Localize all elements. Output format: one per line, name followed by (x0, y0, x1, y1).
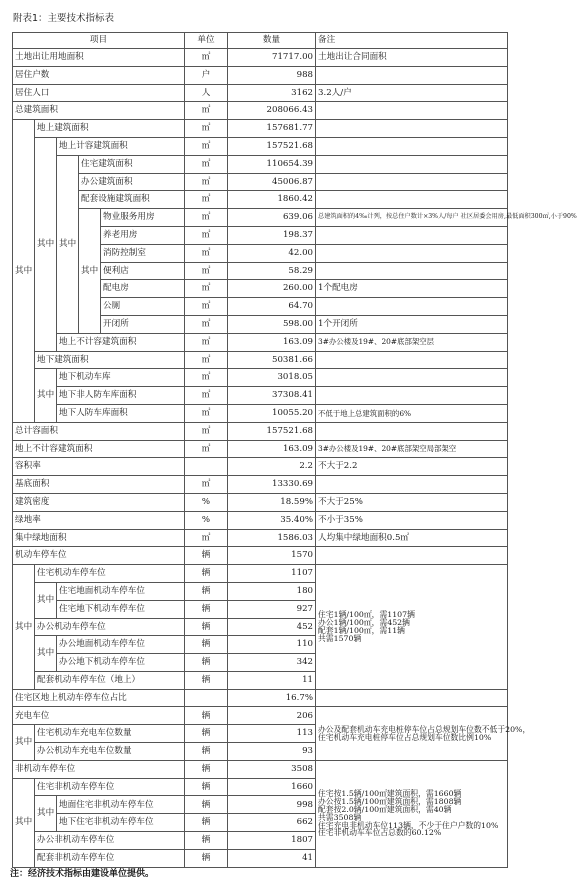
row-qty: 927 (228, 600, 316, 618)
row-qty: 58.29 (228, 262, 316, 280)
row-qty: 598.00 (228, 315, 316, 333)
row-unit: ㎡ (185, 333, 228, 351)
row-name: 配套机动车停车位（地上） (35, 671, 185, 689)
row-name: 住宅机动车充电车位数量 (35, 725, 185, 743)
row-remark: 人均集中绿地面积0.5㎡ (316, 529, 508, 547)
row-name: 容积率 (13, 458, 185, 476)
row-remark: 1个开闭所 (316, 315, 508, 333)
bicycle-remark-line: 办公按1.5辆/100㎡建筑面积，需1808辆 (318, 797, 462, 807)
table-row (13, 387, 508, 405)
row-unit: 辆 (185, 832, 228, 850)
row-qty: 3508 (228, 760, 316, 778)
row-remark (316, 422, 508, 440)
row-qty: 13330.69 (228, 476, 316, 494)
row-name: 住宅非机动车停车位 (35, 778, 185, 796)
parking-remark-line: 配套1辆/100㎡，需11辆 (318, 625, 405, 635)
row-qty: 71717.00 (228, 49, 316, 67)
group-label: 其中 (35, 369, 57, 422)
table-row (13, 66, 508, 84)
row-unit: ㎡ (185, 351, 228, 369)
row-name: 配套设施建筑面积 (79, 191, 185, 209)
footnote: 注：经济技术指标由建设单位提供。 (10, 869, 155, 879)
row-qty: 37308.41 (228, 387, 316, 405)
row-name: 地面住宅非机动车停车位 (57, 796, 185, 814)
row-name: 居住户数 (13, 66, 185, 84)
row-name: 基底面积 (13, 476, 185, 494)
row-remark (316, 387, 508, 405)
row-name: 建筑密度 (13, 493, 185, 511)
row-qty: 64.70 (228, 298, 316, 316)
row-unit: ㎡ (185, 440, 228, 458)
row-name: 便利店 (101, 262, 185, 280)
row-unit: 辆 (185, 618, 228, 636)
table-row (13, 760, 508, 778)
bicycle-remark-line: 住宅按1.5辆/100㎡建筑面积，需1660辆 (318, 789, 462, 799)
row-unit (185, 689, 228, 707)
row-qty: 3162 (228, 84, 316, 102)
header-unit: 单位 (185, 33, 228, 49)
row-unit: ㎡ (185, 280, 228, 298)
group-label: 其中 (13, 725, 35, 761)
row-qty: 93 (228, 743, 316, 761)
row-qty: 1586.03 (228, 529, 316, 547)
row-qty: 342 (228, 654, 316, 672)
bicycle-remark-line: 住宅非机动车车位占总数的60.12% (318, 828, 442, 838)
row-qty: 163.09 (228, 333, 316, 351)
row-unit: ㎡ (185, 120, 228, 138)
row-name: 地下非人防车库面积 (57, 387, 185, 405)
table-row (13, 458, 508, 476)
row-qty: 208066.43 (228, 102, 316, 120)
row-qty: 998 (228, 796, 316, 814)
row-unit: ㎡ (185, 476, 228, 494)
row-unit: ㎡ (185, 404, 228, 422)
row-remark (316, 547, 508, 565)
row-unit: 辆 (185, 796, 228, 814)
row-unit: 辆 (185, 547, 228, 565)
row-remark (316, 244, 508, 262)
row-qty: 2.2 (228, 458, 316, 476)
table-row (13, 547, 508, 565)
row-name: 住宅地下机动车停车位 (57, 600, 185, 618)
table-row (13, 689, 508, 707)
header-qty: 数量 (228, 33, 316, 49)
table-row (13, 440, 508, 458)
row-remark: 不小于35% (316, 511, 508, 529)
row-unit: ㎡ (185, 369, 228, 387)
row-unit: ㎡ (185, 244, 228, 262)
row-qty: 163.09 (228, 440, 316, 458)
row-unit: ㎡ (185, 262, 228, 280)
row-qty: 1807 (228, 832, 316, 850)
group-label: 其中 (35, 796, 57, 832)
row-unit: 辆 (185, 778, 228, 796)
row-unit: ㎡ (185, 155, 228, 173)
row-name: 办公非机动车停车位 (35, 832, 185, 850)
row-unit: ㎡ (185, 209, 228, 227)
row-unit: 辆 (185, 582, 228, 600)
table-row (13, 529, 508, 547)
parking-remark-line: 办公1辆/100㎡，需452辆 (318, 618, 410, 628)
table-row (13, 476, 508, 494)
row-qty: 1660 (228, 778, 316, 796)
row-name: 机动车停车位 (13, 547, 185, 565)
row-remark (316, 351, 508, 369)
row-unit: 辆 (185, 849, 228, 867)
row-remark: 不大于25% (316, 493, 508, 511)
row-name: 消防控制室 (101, 244, 185, 262)
row-remark (316, 120, 508, 138)
row-name: 配套非机动车停车位 (35, 849, 185, 867)
row-unit: 辆 (185, 671, 228, 689)
row-name: 办公地面机动车停车位 (57, 636, 185, 654)
group-label: 其中 (57, 155, 79, 333)
charging-remark-line: 办公及配套机动车充电桩停车位占总规划车位数不低于20%， (318, 724, 531, 734)
row-unit: 户 (185, 66, 228, 84)
row-name: 办公机动车停车位 (35, 618, 185, 636)
row-unit (185, 458, 228, 476)
table-row (13, 173, 508, 191)
row-qty: 157521.68 (228, 137, 316, 155)
charging-remark-line: 住宅机动车充电桩停车位占总规划车位数比例10% (318, 732, 492, 742)
row-unit: ㎡ (185, 173, 228, 191)
row-name: 居住人口 (13, 84, 185, 102)
row-name: 地下住宅非机动车停车位 (57, 814, 185, 832)
group-label: 其中 (13, 565, 35, 690)
row-name: 充电车位 (13, 707, 185, 725)
table-row (13, 191, 508, 209)
table-row (13, 209, 508, 227)
row-qty: 260.00 (228, 280, 316, 298)
row-unit: 辆 (185, 565, 228, 583)
header-remark: 备注 (316, 33, 508, 49)
row-remark: 3.2人/户 (316, 84, 508, 102)
row-qty: 110 (228, 636, 316, 654)
row-unit: ㎡ (185, 226, 228, 244)
row-qty: 662 (228, 814, 316, 832)
table-title: 附表1：主要技术指标表 (13, 13, 115, 24)
row-qty: 35.40% (228, 511, 316, 529)
parking-remark-line: 共需1570辆 (318, 633, 362, 643)
row-qty: 3018.05 (228, 369, 316, 387)
row-remark (316, 689, 508, 707)
row-name: 地上不计容建筑面积 (57, 333, 185, 351)
row-qty: 1107 (228, 565, 316, 583)
row-remark (316, 226, 508, 244)
row-unit: ㎡ (185, 137, 228, 155)
row-remark (316, 66, 508, 84)
group-label: 其中 (13, 120, 35, 423)
group-label: 其中 (35, 582, 57, 618)
row-name: 住宅机动车停车位 (35, 565, 185, 583)
row-qty: 1570 (228, 547, 316, 565)
row-remark (316, 137, 508, 155)
table-row (13, 351, 508, 369)
row-name: 总建筑面积 (13, 102, 185, 120)
group-label: 其中 (35, 636, 57, 672)
parking-remark (316, 565, 508, 690)
row-name: 公厕 (101, 298, 185, 316)
row-unit: ㎡ (185, 191, 228, 209)
table-header (13, 33, 508, 49)
bicycle-remark (316, 760, 508, 867)
row-name: 地上不计容建筑面积 (13, 440, 185, 458)
row-unit: 辆 (185, 743, 228, 761)
table-row (13, 120, 508, 138)
row-name: 土地出让用地面积 (13, 49, 185, 67)
row-qty: 113 (228, 725, 316, 743)
row-name: 配电房 (101, 280, 185, 298)
row-unit: 辆 (185, 654, 228, 672)
row-name: 住宅区地上机动车停车位占比 (13, 689, 185, 707)
technical-indicators-table (12, 32, 577, 868)
row-name: 办公机动车充电车位数量 (35, 743, 185, 761)
row-qty: 206 (228, 707, 316, 725)
row-unit: 辆 (185, 636, 228, 654)
row-unit: 辆 (185, 707, 228, 725)
bicycle-remark-line: 配套按2.0辆/100㎡建筑面积，需40辆 (318, 804, 452, 814)
bicycle-remark-line: 住宅充电非机动车位113辆，不少于住户户数的10% (318, 820, 499, 830)
row-qty: 988 (228, 66, 316, 84)
row-qty: 41 (228, 849, 316, 867)
table-row (13, 404, 508, 422)
row-unit: 辆 (185, 814, 228, 832)
row-remark: 3#办公楼及19#、20#底部架空层 (316, 333, 508, 351)
row-remark (316, 369, 508, 387)
row-name: 地上建筑面积 (35, 120, 185, 138)
table-row (13, 422, 508, 440)
charging-remark (316, 707, 531, 760)
row-unit: 辆 (185, 600, 228, 618)
row-remark: 不低于地上总建筑面积的6% (316, 404, 508, 422)
row-unit: % (185, 493, 228, 511)
row-remark (316, 173, 508, 191)
table-row (13, 102, 508, 120)
row-remark (316, 102, 508, 120)
parking-remark-line: 住宅1辆/100㎡，需1107辆 (318, 610, 415, 620)
row-unit: 辆 (185, 760, 228, 778)
row-unit: ㎡ (185, 529, 228, 547)
row-qty: 11 (228, 671, 316, 689)
row-remark (316, 155, 508, 173)
row-unit: ㎡ (185, 298, 228, 316)
row-unit: ㎡ (185, 49, 228, 67)
row-name: 办公地下机动车停车位 (57, 654, 185, 672)
table-row (13, 137, 508, 155)
row-qty: 10055.20 (228, 404, 316, 422)
header-item: 项目 (13, 33, 185, 49)
row-remark: 土地出让合同面积 (316, 49, 508, 67)
row-qty: 1860.42 (228, 191, 316, 209)
row-qty: 180 (228, 582, 316, 600)
row-name: 集中绿地面积 (13, 529, 185, 547)
row-remark (316, 298, 508, 316)
table-row (13, 493, 508, 511)
row-remark (316, 476, 508, 494)
row-name: 住宅建筑面积 (79, 155, 185, 173)
row-unit: ㎡ (185, 387, 228, 405)
row-name: 地上计容建筑面积 (57, 137, 185, 155)
row-qty: 452 (228, 618, 316, 636)
row-name: 开闭所 (101, 315, 185, 333)
row-remark (316, 191, 508, 209)
row-name: 住宅地面机动车停车位 (57, 582, 185, 600)
group-label: 其中 (35, 137, 57, 351)
row-name: 地下人防车库面积 (57, 404, 185, 422)
row-name: 地下机动车库 (57, 369, 185, 387)
row-qty: 50381.66 (228, 351, 316, 369)
row-name: 地下建筑面积 (35, 351, 185, 369)
table-row (13, 565, 508, 583)
row-name: 物业服务用房 (101, 209, 185, 227)
table-row (13, 84, 508, 102)
table-row (13, 707, 508, 725)
row-remark: 不大于2.2 (316, 458, 508, 476)
row-qty: 198.37 (228, 226, 316, 244)
row-remark: 1个配电房 (316, 280, 508, 298)
row-remark: 3#办公楼及19#、20#底部架空局部架空 (316, 440, 508, 458)
row-unit: ㎡ (185, 102, 228, 120)
bicycle-remark-line: 共需3508辆 (318, 812, 362, 822)
row-unit: ㎡ (185, 422, 228, 440)
row-name: 总计容面积 (13, 422, 185, 440)
row-name: 养老用房 (101, 226, 185, 244)
row-qty: 18.59% (228, 493, 316, 511)
group-label: 其中 (79, 209, 101, 334)
row-unit: ㎡ (185, 315, 228, 333)
row-name: 办公建筑面积 (79, 173, 185, 191)
row-qty: 639.06 (228, 209, 316, 227)
row-name: 非机动车停车位 (13, 760, 185, 778)
table-row (13, 369, 508, 387)
row-qty: 45006.87 (228, 173, 316, 191)
table-row (13, 511, 508, 529)
row-name: 绿地率 (13, 511, 185, 529)
row-qty: 157521.68 (228, 422, 316, 440)
row-remark (316, 262, 508, 280)
row-unit: 人 (185, 84, 228, 102)
table-row (13, 155, 508, 173)
row-remark: 总建筑面积的4‰计列，按总住户数计×3%人/每户 社区居委会用房,最低面积300㎡,小于90% (316, 209, 508, 227)
row-unit: 辆 (185, 725, 228, 743)
table-row (13, 333, 508, 351)
row-qty: 157681.77 (228, 120, 316, 138)
group-label: 其中 (13, 778, 35, 867)
row-qty: 110654.39 (228, 155, 316, 173)
row-qty: 16.7% (228, 689, 316, 707)
row-unit: % (185, 511, 228, 529)
table-row (13, 49, 508, 67)
row-qty: 42.00 (228, 244, 316, 262)
